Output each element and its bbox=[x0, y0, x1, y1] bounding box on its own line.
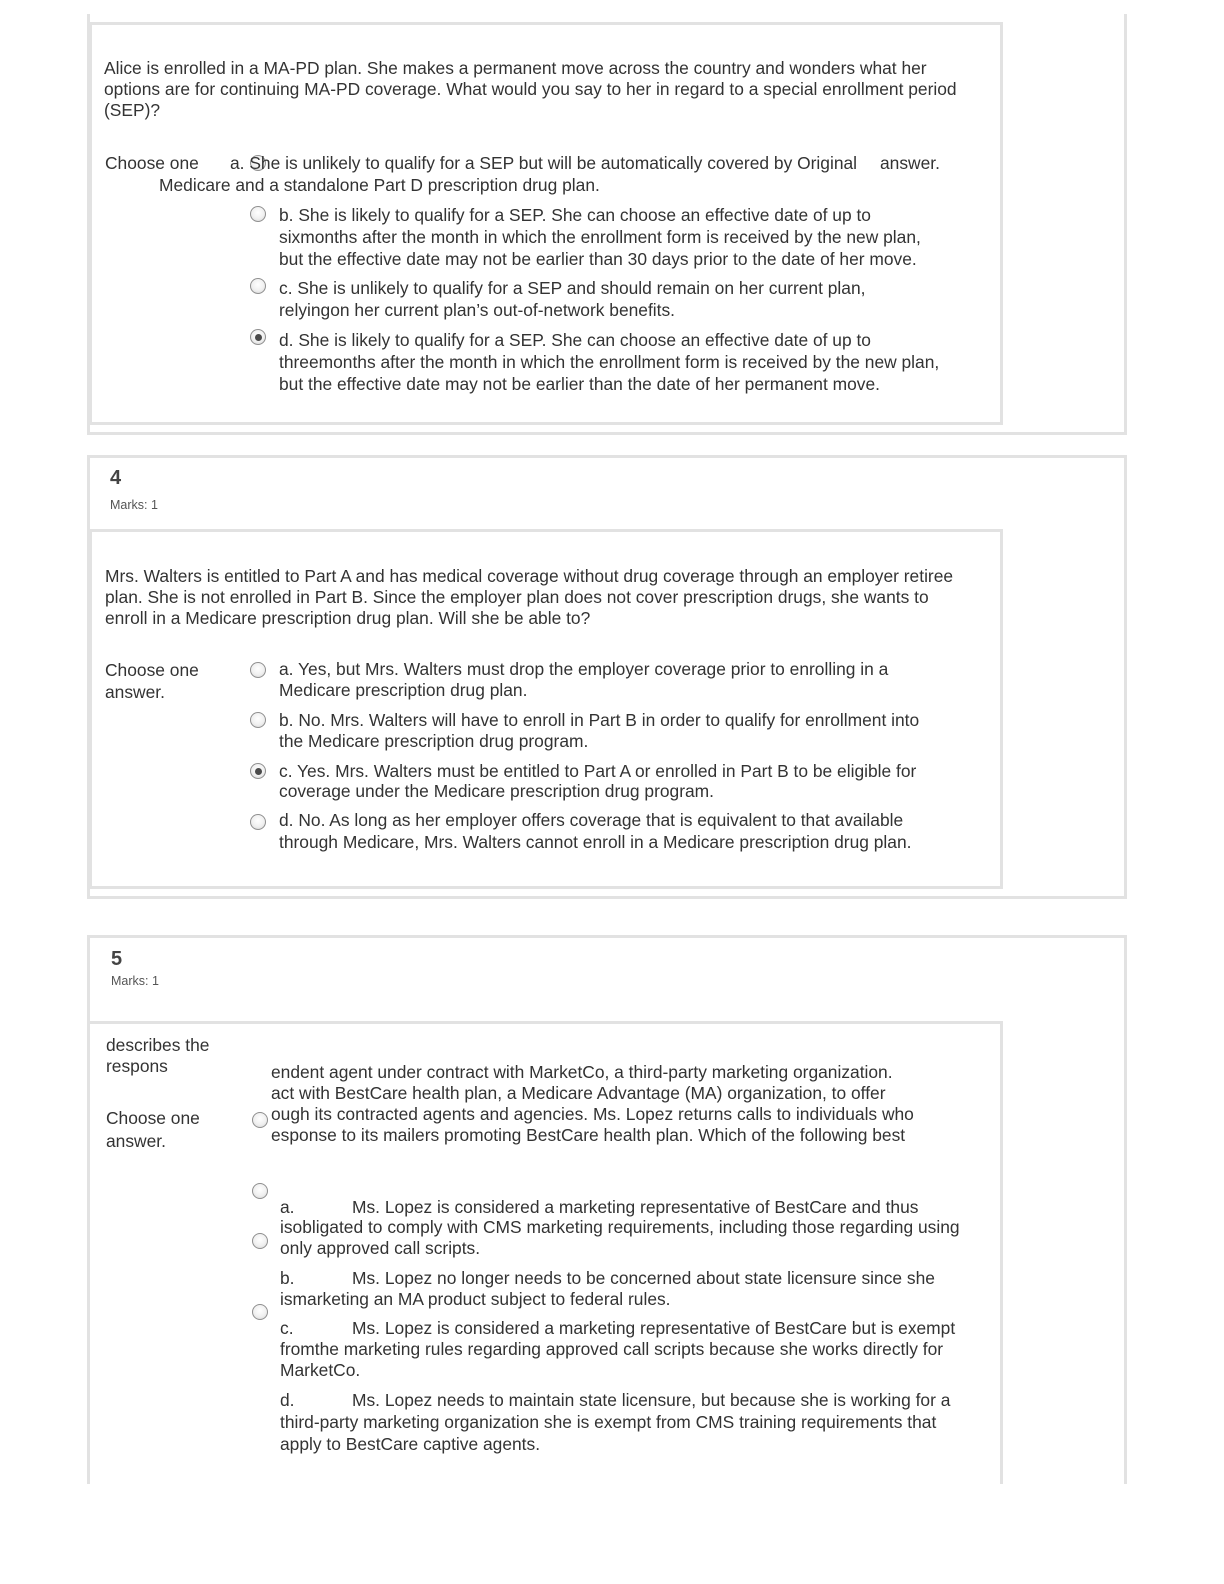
question-5-number: 5 bbox=[111, 948, 123, 970]
question-3-option-d-line: threemonths after the month in which the enrollment form is received by the new plan, bbox=[279, 352, 940, 372]
question-5-option-c-letter: c. bbox=[280, 1318, 294, 1338]
question-4-option-a-line: Medicare prescription drug plan. bbox=[279, 680, 528, 700]
question-5-option-d-line: third-party marketing organization she is exempt from CMS training requirements that bbox=[280, 1412, 937, 1432]
question-5-content-top bbox=[89, 1021, 1003, 1024]
question-3-option-c-line: relyingon her current plan’s out-of-network benefits. bbox=[279, 300, 676, 320]
question-5-stem-line: ough its contracted agents and agencies. Ms. Lopez returns calls to individuals who bbox=[271, 1104, 914, 1124]
question-5-left-text: describes the bbox=[106, 1035, 210, 1055]
question-5-top-border bbox=[87, 935, 1127, 938]
question-3-bottom-border bbox=[87, 432, 1127, 435]
question-4-option-c-radio[interactable] bbox=[250, 763, 266, 779]
question-5-option-a-line: only approved call scripts. bbox=[280, 1238, 481, 1258]
question-5-choose-label: answer. bbox=[106, 1131, 166, 1151]
question-3-option-a-text-cont: Medicare and a standalone Part D prescription drug plan. bbox=[159, 175, 600, 195]
question-4-option-c-line: c. Yes. Mrs. Walters must be entitled to Part A or enrolled in Part B to be eligible for bbox=[279, 761, 917, 781]
question-3-option-b-line: but the effective date may not be earlier than 30 days prior to the date of her move. bbox=[279, 249, 917, 269]
question-3-choose-label-answer: answer. bbox=[880, 153, 940, 173]
question-3-option-c-radio[interactable] bbox=[250, 278, 266, 294]
question-5-choose-label: Choose one bbox=[106, 1108, 200, 1128]
question-5-marks: Marks: 1 bbox=[111, 974, 159, 988]
question-5-option-c-line: Ms. Lopez is considered a marketing representative of BestCare but is exempt bbox=[352, 1318, 956, 1338]
question-4-option-a-radio[interactable] bbox=[250, 662, 266, 678]
question-4-stem-line: enroll in a Medicare prescription drug plan. Will she be able to? bbox=[105, 608, 591, 628]
question-4-number: 4 bbox=[110, 467, 122, 489]
question-3-option-b-radio[interactable] bbox=[250, 206, 266, 222]
question-5-option-b-letter: b. bbox=[280, 1268, 295, 1288]
question-4-option-d-radio[interactable] bbox=[250, 814, 266, 830]
question-5-option-c-radio[interactable] bbox=[252, 1233, 268, 1249]
question-3-option-c-line: c. She is unlikely to qualify for a SEP and should remain on her current plan, bbox=[279, 278, 866, 298]
question-5-option-b-radio[interactable] bbox=[252, 1183, 268, 1199]
question-4-option-d-line: d. No. As long as her employer offers coverage that is equivalent to that available bbox=[279, 810, 904, 830]
question-5-option-d-line: apply to BestCare captive agents. bbox=[280, 1434, 541, 1454]
question-3-stem-line: (SEP)? bbox=[104, 100, 161, 120]
question-3-option-a-text: a. She is unlikely to qualify for a SEP but will be automatically covered by Original bbox=[230, 153, 858, 173]
question-5-option-a-line: isobligated to comply with CMS marketing requirements, including those regarding using bbox=[280, 1217, 960, 1237]
question-4-option-b-line: b. No. Mrs. Walters will have to enroll in Part B in order to qualify for enrollment into bbox=[279, 710, 920, 730]
question-5-stem-line: endent agent under contract with MarketCo, a third-party marketing organization. bbox=[271, 1062, 893, 1082]
question-5-content-right bbox=[1000, 1021, 1003, 1484]
question-3-option-b-line: sixmonths after the month in which the enrollment form is received by the new plan, bbox=[279, 227, 921, 247]
question-5-option-a-line: Ms. Lopez is considered a marketing representative of BestCare and thus bbox=[352, 1197, 919, 1217]
question-4-option-b-line: the Medicare prescription drug program. bbox=[279, 731, 589, 751]
question-5-right-border bbox=[1124, 935, 1127, 1484]
question-5-left-border bbox=[87, 935, 90, 1484]
question-4-choose-label: answer. bbox=[105, 682, 165, 702]
question-5-option-a-letter: a. bbox=[280, 1197, 295, 1217]
question-5-option-a-radio[interactable] bbox=[252, 1112, 268, 1128]
question-5-option-b-line: Ms. Lopez no longer needs to be concerned about state licensure since she bbox=[352, 1268, 935, 1288]
question-5-option-d-radio[interactable] bbox=[252, 1304, 268, 1320]
question-5-option-b-line: ismarketing an MA product subject to federal rules. bbox=[280, 1289, 671, 1309]
question-3-stem-line: options are for continuing MA-PD coverage. What would you say to her in regard to a special enrollment period bbox=[104, 79, 957, 99]
question-5-option-d-letter: d. bbox=[280, 1390, 295, 1410]
question-3-stem-line: Alice is enrolled in a MA-PD plan. She makes a permanent move across the country and wonders what her bbox=[104, 58, 927, 78]
question-3-option-d-line: but the effective date may not be earlier than the date of her permanent move. bbox=[279, 374, 880, 394]
question-3-choose-label: Choose one bbox=[105, 153, 199, 173]
question-4-option-c-line: coverage under the Medicare prescription drug program. bbox=[279, 781, 714, 801]
question-5-option-d-line: Ms. Lopez needs to maintain state licensure, but because she is working for a bbox=[352, 1390, 951, 1410]
question-4-option-a-line: a. Yes, but Mrs. Walters must drop the employer coverage prior to enrolling in a bbox=[279, 659, 889, 679]
question-4-marks: Marks: 1 bbox=[110, 498, 158, 512]
question-5-left-text: respons bbox=[106, 1056, 168, 1076]
question-5-option-c-line: fromthe marketing rules regarding approved call scripts because she works directly for bbox=[280, 1339, 944, 1359]
question-3-option-d-line: d. She is likely to qualify for a SEP. She can choose an effective date of up to bbox=[279, 330, 871, 350]
question-5-stem-line: esponse to its mailers promoting BestCare health plan. Which of the following best bbox=[271, 1125, 906, 1145]
question-3-option-b-line: b. She is likely to qualify for a SEP. She can choose an effective date of up to bbox=[279, 205, 871, 225]
page-right-border bbox=[1124, 14, 1127, 434]
question-4-stem-line: Mrs. Walters is entitled to Part A and has medical coverage without drug coverage through an employer retiree bbox=[105, 566, 954, 586]
question-3-option-d-radio[interactable] bbox=[250, 329, 266, 345]
question-5-stem-line: act with BestCare health plan, a Medicare Advantage (MA) organization, to offer bbox=[271, 1083, 886, 1103]
question-4-stem-line: plan. She is not enrolled in Part B. Since the employer plan does not cover prescription drugs, she wants to bbox=[105, 587, 929, 607]
question-4-choose-label: Choose one bbox=[105, 660, 199, 680]
question-4-option-d-line: through Medicare, Mrs. Walters cannot enroll in a Medicare prescription drug plan. bbox=[279, 832, 912, 852]
question-4-option-b-radio[interactable] bbox=[250, 712, 266, 728]
question-5-option-c-line: MarketCo. bbox=[280, 1360, 361, 1380]
